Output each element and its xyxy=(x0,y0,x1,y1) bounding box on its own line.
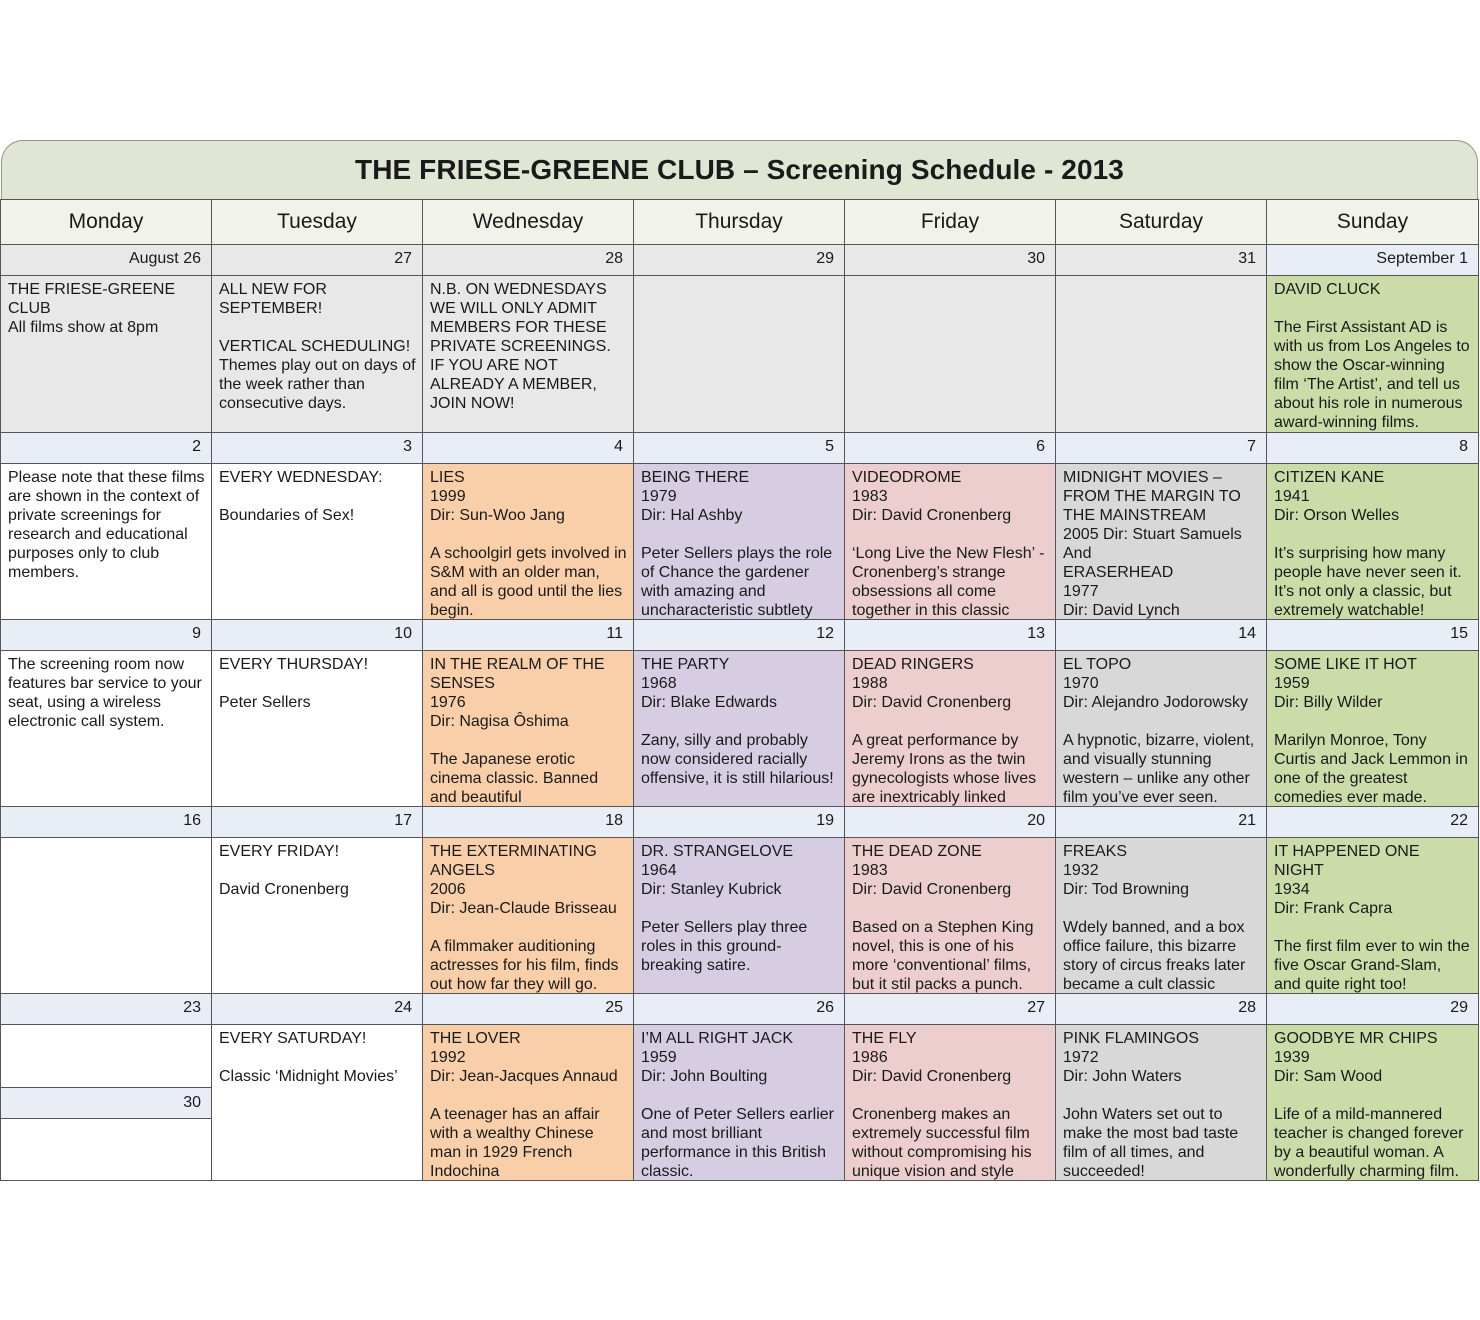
date-cell: 30 xyxy=(1,1088,211,1119)
event-cell: GOODBYE MR CHIPS 1939 Dir: Sam Wood Life of a mild-mannered teacher is changed forever by a beautiful woman. A wonderfully charming film. xyxy=(1267,1025,1479,1181)
event-cell: PINK FLAMINGOS 1972 Dir: John Waters John Waters set out to make the most bad taste film of all times, and succeeded! xyxy=(1056,1025,1267,1181)
date-cell: 15 xyxy=(1267,620,1479,651)
event-cell: DAVID CLUCK The First Assistant AD is with us from Los Angeles to show the Oscar-winning film ‘The Artist’, and tell us about his role in numerous award-winning films. xyxy=(1267,276,1479,433)
date-cell: 26 xyxy=(634,994,845,1025)
date-cell: 9 xyxy=(1,620,212,651)
date-cell: 27 xyxy=(845,994,1056,1025)
date-cell: 2 xyxy=(1,433,212,464)
event-cell: DR. STRANGELOVE 1964 Dir: Stanley Kubrick Peter Sellers play three roles in this ground-breaking satire. xyxy=(634,838,845,994)
event-cell: N.B. ON WEDNESDAYS WE WILL ONLY ADMIT MEMBERS FOR THESE PRIVATE SCREENINGS. IF YOU ARE NOT ALREADY A MEMBER, JOIN NOW! xyxy=(423,276,634,433)
event-cell: EVERY FRIDAY! David Cronenberg xyxy=(212,838,423,994)
date-cell: 12 xyxy=(634,620,845,651)
date-cell: 28 xyxy=(423,245,634,276)
date-cell: 7 xyxy=(1056,433,1267,464)
date-cell: 23 xyxy=(1,994,212,1025)
event-cell xyxy=(634,276,845,433)
day-header-wednesday: Wednesday xyxy=(423,200,634,245)
event-cell: THE DEAD ZONE 1983 Dir: David Cronenberg Based on a Stephen King novel, this is one of his more ‘conventional’ films, but it stil packs a punch. xyxy=(845,838,1056,994)
date-cell: 24 xyxy=(212,994,423,1025)
date-cell: 22 xyxy=(1267,807,1479,838)
date-cell: 31 xyxy=(1056,245,1267,276)
day-header-tuesday: Tuesday xyxy=(212,200,423,245)
date-cell: 19 xyxy=(634,807,845,838)
day-header-friday: Friday xyxy=(845,200,1056,245)
date-cell: 8 xyxy=(1267,433,1479,464)
day-header-saturday: Saturday xyxy=(1056,200,1267,245)
event-cell xyxy=(1,1119,211,1180)
day-header-monday: Monday xyxy=(1,200,212,245)
date-cell: 17 xyxy=(212,807,423,838)
date-cell: 25 xyxy=(423,994,634,1025)
event-cell: IN THE REALM OF THE SENSES 1976 Dir: Nagisa Ôshima The Japanese erotic cinema classic. Banned and beautiful xyxy=(423,651,634,807)
event-cell: Please note that these films are shown in the context of private screenings for research and educational purposes only to club members. xyxy=(1,464,212,620)
date-cell: 20 xyxy=(845,807,1056,838)
event-cell: THE EXTERMINATING ANGELS 2006 Dir: Jean-Claude Brisseau A filmmaker auditioning actresses for his film, finds out how far they will go. xyxy=(423,838,634,994)
event-cell: THE PARTY 1968 Dir: Blake Edwards Zany, silly and probably now considered racially offensive, it is still hilarious! xyxy=(634,651,845,807)
event-cell: BEING THERE 1979 Dir: Hal Ashby Peter Sellers plays the role of Chance the gardener with amazing and uncharacteristic subtlety xyxy=(634,464,845,620)
day-header-thursday: Thursday xyxy=(634,200,845,245)
date-cell: 14 xyxy=(1056,620,1267,651)
event-cell: CITIZEN KANE 1941 Dir: Orson Welles It’s surprising how many people have never seen it. It’s not only a classic, but extremely watchable! xyxy=(1267,464,1479,620)
event-cell: FREAKS 1932 Dir: Tod Browning Wdely banned, and a box office failure, this bizarre story of circus freaks later became a cult classic xyxy=(1056,838,1267,994)
event-cell xyxy=(845,276,1056,433)
date-cell: 13 xyxy=(845,620,1056,651)
event-cell: SOME LIKE IT HOT 1959 Dir: Billy Wilder Marilyn Monroe, Tony Curtis and Jack Lemmon in one of the greatest comedies ever made. xyxy=(1267,651,1479,807)
event-cell: EL TOPO 1970 Dir: Alejandro Jodorowsky A hypnotic, bizarre, violent, and visually stunning western – unlike any other film you’ve ever seen. xyxy=(1056,651,1267,807)
monday-split-cell xyxy=(1,1025,212,1181)
event-cell: THE FLY 1986 Dir: David Cronenberg Cronenberg makes an extremely successful film without compromising his unique vision and style xyxy=(845,1025,1056,1181)
date-cell: 28 xyxy=(1056,994,1267,1025)
event-cell: EVERY SATURDAY! Classic ‘Midnight Movies’ xyxy=(212,1025,423,1181)
date-cell: 16 xyxy=(1,807,212,838)
event-cell: The screening room now features bar service to your seat, using a wireless electronic call system. xyxy=(1,651,212,807)
event-cell: THE LOVER 1992 Dir: Jean-Jacques Annaud A teenager has an affair with a wealthy Chinese man in 1929 French Indochina xyxy=(423,1025,634,1181)
calendar-title: THE FRIESE-GREENE CLUB – Screening Schedule - 2013 xyxy=(1,140,1478,199)
event-cell: I’M ALL RIGHT JACK 1959 Dir: John Boulting One of Peter Sellers earlier and most brilliant performance in this British classic. xyxy=(634,1025,845,1181)
date-cell: 3 xyxy=(212,433,423,464)
date-cell: 18 xyxy=(423,807,634,838)
date-cell: 30 xyxy=(845,245,1056,276)
date-cell: 5 xyxy=(634,433,845,464)
date-cell: 4 xyxy=(423,433,634,464)
event-cell: MIDNIGHT MOVIES – FROM THE MARGIN TO THE MAINSTREAM 2005 Dir: Stuart Samuels And ERASERHEAD 1977 Dir: David Lynch xyxy=(1056,464,1267,620)
date-cell: 29 xyxy=(1267,994,1479,1025)
date-cell: 11 xyxy=(423,620,634,651)
event-cell: LIES 1999 Dir: Sun-Woo Jang A schoolgirl gets involved in S&M with an older man, and all is good until the lies begin. xyxy=(423,464,634,620)
date-cell: 10 xyxy=(212,620,423,651)
event-cell: EVERY THURSDAY! Peter Sellers xyxy=(212,651,423,807)
date-cell: 29 xyxy=(634,245,845,276)
event-cell: ALL NEW FOR SEPTEMBER! VERTICAL SCHEDULING! Themes play out on days of the week rather than consecutive days. xyxy=(212,276,423,433)
date-cell: 6 xyxy=(845,433,1056,464)
event-cell xyxy=(1,1025,211,1088)
date-cell: 21 xyxy=(1056,807,1267,838)
date-cell: 27 xyxy=(212,245,423,276)
event-cell: VIDEODROME 1983 Dir: David Cronenberg ‘Long Live the New Flesh’ - Cronenberg’s strange obsessions all come together in this classic xyxy=(845,464,1056,620)
day-header-sunday: Sunday xyxy=(1267,200,1479,245)
date-cell: August 26 xyxy=(1,245,212,276)
event-cell: THE FRIESE-GREENE CLUB All films show at 8pm xyxy=(1,276,212,433)
calendar-grid xyxy=(0,199,1479,1181)
event-cell: IT HAPPENED ONE NIGHT 1934 Dir: Frank Capra The first film ever to win the five Oscar Grand-Slam, and quite right too! xyxy=(1267,838,1479,994)
event-cell xyxy=(1,838,212,994)
event-cell: DEAD RINGERS 1988 Dir: David Cronenberg A great performance by Jeremy Irons as the twin gynecologists whose lives are inextricably linked xyxy=(845,651,1056,807)
event-cell: EVERY WEDNESDAY: Boundaries of Sex! xyxy=(212,464,423,620)
event-cell xyxy=(1056,276,1267,433)
date-cell: September 1 xyxy=(1267,245,1479,276)
